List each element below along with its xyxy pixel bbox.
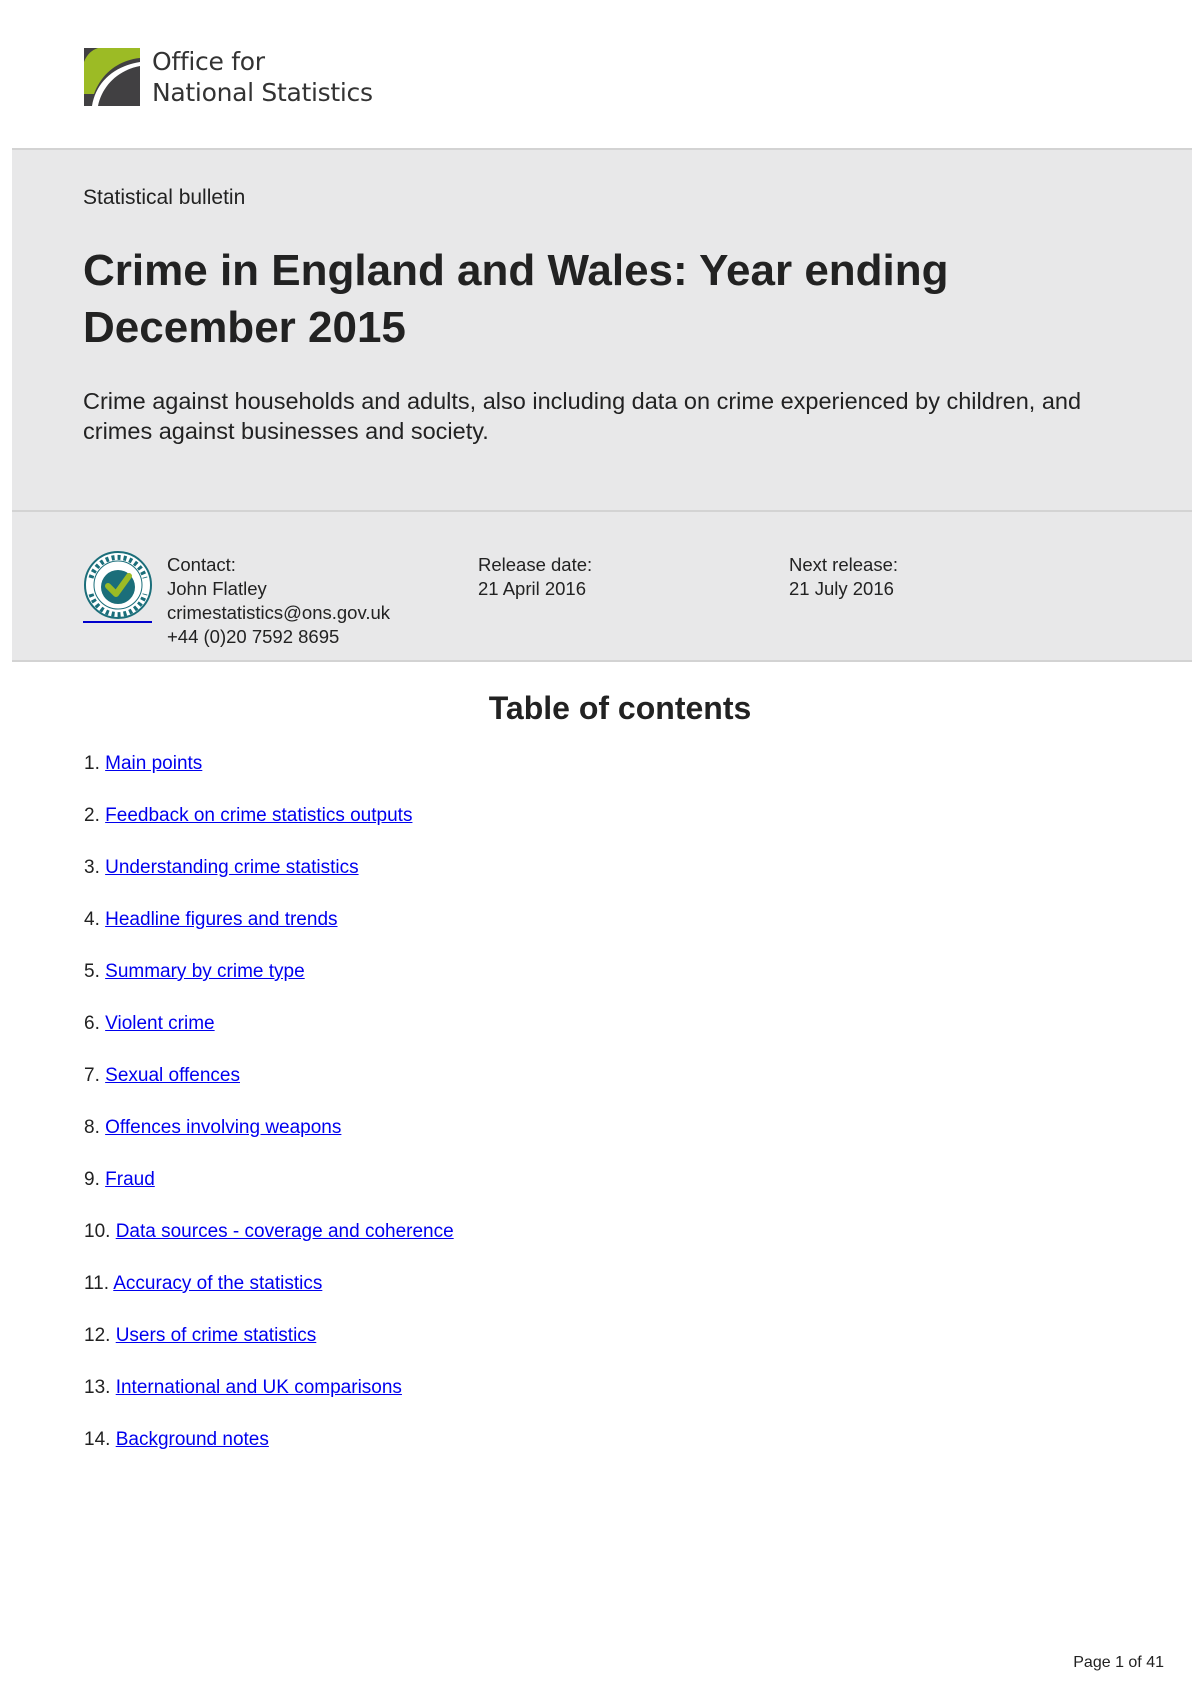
contact-block (167, 553, 390, 649)
contact-email[interactable]: crimestatistics@ons.gov.uk (167, 602, 391, 623)
release-meta-band (12, 512, 1192, 662)
toc-item (84, 856, 454, 908)
toc-item (84, 908, 454, 960)
release-date-value: 21 April 2016 (478, 578, 587, 599)
ons-logo (84, 46, 373, 108)
toc-item (84, 1064, 454, 1116)
toc-link-summary-by-crime-type[interactable]: Summary by crime type (105, 961, 305, 982)
toc-item (84, 1324, 454, 1376)
logo-line-2: National Statistics (152, 78, 373, 107)
toc-item (84, 752, 454, 804)
toc-item-number: 4. (84, 909, 100, 930)
toc-link-headline-figures[interactable]: Headline figures and trends (105, 909, 338, 930)
toc-link-fraud[interactable]: Fraud (105, 1169, 155, 1190)
toc-item-number: 11. (84, 1273, 110, 1294)
toc-item-number: 1. (84, 753, 100, 774)
next-release-value: 21 July 2016 (789, 578, 894, 599)
toc-item-number: 5. (84, 961, 100, 982)
header-band (12, 148, 1192, 512)
document-title: Crime in England and Wales: Year ending December 2015 (83, 246, 949, 352)
toc-link-background-notes[interactable]: Background notes (115, 1429, 269, 1450)
page-number: Page 1 of 41 (1073, 1654, 1164, 1671)
toc-item-number: 2. (84, 805, 100, 826)
toc-item-number: 8. (84, 1117, 100, 1138)
toc-link-sexual-offences[interactable]: Sexual offences (105, 1065, 240, 1086)
toc-heading: Table of contents (488, 690, 752, 726)
toc-item (84, 1428, 454, 1480)
document-subtitle: Crime against households and adults, also including data on crime experienced by children, and crimes against businesses and society. (83, 388, 1082, 444)
toc-item-number: 12. (84, 1325, 111, 1346)
ons-logo-text (152, 46, 373, 108)
next-release-label: Next release: (789, 554, 898, 575)
next-release-block (789, 553, 898, 601)
release-date-label: Release date: (478, 554, 593, 575)
toc-item (84, 1272, 454, 1324)
toc-item (84, 804, 454, 856)
toc-item-number: 6. (84, 1013, 100, 1034)
toc-link-data-sources[interactable]: Data sources - coverage and coherence (115, 1221, 454, 1242)
toc-item-number: 3. (84, 857, 100, 878)
contact-name: John Flatley (167, 578, 267, 599)
toc-link-feedback[interactable]: Feedback on crime statistics outputs (105, 805, 413, 826)
toc-item-number: 10. (84, 1221, 111, 1242)
toc-item-number: 7. (84, 1065, 100, 1086)
toc-link-international-comparisons[interactable]: International and UK comparisons (115, 1377, 402, 1398)
toc-item (84, 1116, 454, 1168)
toc-link-main-points[interactable]: Main points (105, 753, 203, 774)
toc-item (84, 1220, 454, 1272)
toc-link-users[interactable]: Users of crime statistics (115, 1325, 317, 1346)
toc-item (84, 960, 454, 1012)
toc-item (84, 1376, 454, 1428)
logo-line-1: Office for (152, 47, 265, 76)
bulletin-type: Statistical bulletin (83, 186, 246, 209)
toc-list (84, 752, 454, 1480)
contact-phone: +44 (0)20 7592 8695 (167, 626, 340, 647)
ons-logo-mark-icon (84, 48, 140, 106)
badge-link-underline (83, 621, 152, 623)
toc-link-understanding[interactable]: Understanding crime statistics (105, 857, 359, 878)
national-statistics-badge-icon[interactable] (83, 550, 153, 624)
toc-link-violent-crime[interactable]: Violent crime (105, 1013, 215, 1034)
toc-item-number: 13. (84, 1377, 111, 1398)
toc-link-offences-weapons[interactable]: Offences involving weapons (105, 1117, 342, 1138)
contact-label: Contact: (167, 554, 236, 575)
toc-item (84, 1012, 454, 1064)
national-statistics-tick-icon (83, 550, 153, 620)
toc-item-number: 14. (84, 1429, 111, 1450)
toc-item (84, 1168, 454, 1220)
toc-link-accuracy[interactable]: Accuracy of the statistics (113, 1273, 323, 1294)
toc-item-number: 9. (84, 1169, 100, 1190)
release-date-block (478, 553, 592, 601)
